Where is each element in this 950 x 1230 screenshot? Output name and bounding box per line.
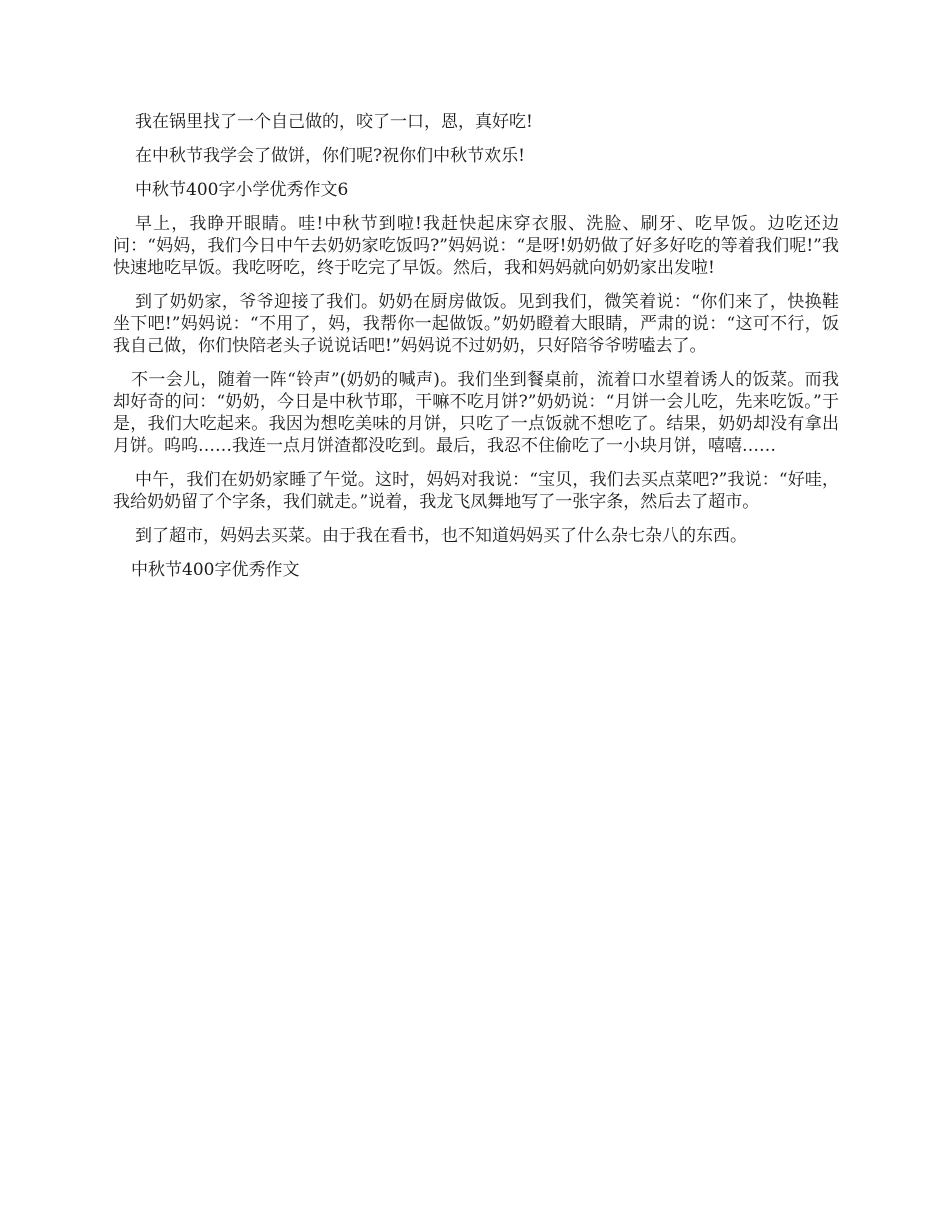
paragraph-2: 在中秋节我学会了做饼，你们呢?祝你们中秋节欢乐! [135,146,525,166]
document-body [113,111,839,593]
paragraph-7: 到了超市，妈妈去买菜。由于我在看书，也不知道妈妈买了什么杂七杂八的东西。 [135,526,747,546]
paragraph-6: 中午，我们在奶奶家睡了午觉。这时，妈妈对我说：“宝贝，我们去买点菜吧?”我说：“好哇，我给奶奶留了个字条，我们就走。”说着，我龙飞凤舞地写了一张字条，然后去了超市。 [113,470,839,512]
section-heading-6: 中秋节400字小学优秀作文6 [135,180,349,200]
paragraph-5: 不一会儿，随着一阵“铃声”(奶奶的喊声)。我们坐到餐桌前，流着口水望着诱人的饭菜。而我却好奇的问：“奶奶，今日是中秋节耶，干嘛不吃月饼?”奶奶说：“月饼一会儿吃，先来吃饭。”于是，我们大吃起来。我因为想吃美味的月饼，只吃了一点饭就不想吃了。结果，奶奶却没有拿出月饼。呜呜……我连一点月饼渣都没吃到。最后，我忍不住偷吃了一小块月饼，嘻嘻…… [113,370,839,456]
paragraph-1: 我在锅里找了一个自己做的，咬了一口，恩，真好吃! [135,112,533,132]
section-heading-next: 中秋节400字优秀作文 [131,560,300,580]
paragraph-3: 早上，我睁开眼睛。哇!中秋节到啦!我赶快起床穿衣服、洗脸、刷牙、吃早饭。边吃还边问：“妈妈，我们今日中午去奶奶家吃饭吗?”妈妈说：“是呀!奶奶做了好多好吃的等着我们呢!”我快速地吃早饭。我吃呀吃，终于吃完了早饭。然后，我和妈妈就向奶奶家出发啦! [113,214,839,278]
paragraph-4: 到了奶奶家，爷爷迎接了我们。奶奶在厨房做饭。见到我们，微笑着说：“你们来了，快换鞋坐下吧!”妈妈说：“不用了，妈，我帮你一起做饭。”奶奶瞪着大眼睛，严肃的说：“这可不行，饭我自己做，你们快陪老头子说说话吧!”妈妈说不过奶奶，只好陪爷爷唠嗑去了。 [113,292,839,356]
